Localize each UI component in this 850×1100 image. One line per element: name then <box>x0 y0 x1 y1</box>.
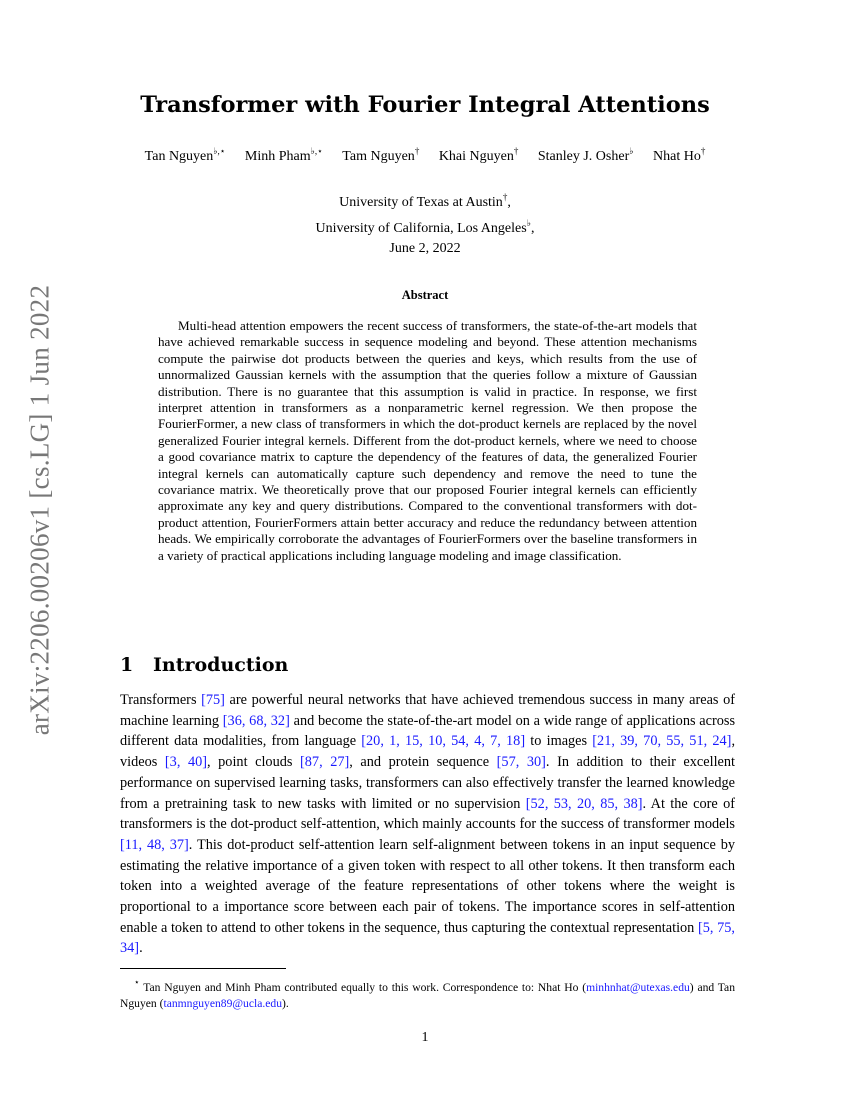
publication-date: June 2, 2022 <box>389 241 461 256</box>
citation-link[interactable]: [11, 48, 37] <box>120 836 189 853</box>
affiliation-ucla: University of California, Los Angeles♭, <box>315 218 535 236</box>
section-title: Introduction <box>153 654 289 676</box>
affiliations <box>0 187 850 259</box>
footnote-rule <box>120 968 286 969</box>
author: Tam Nguyen† <box>342 146 420 164</box>
email-link-tan-nguyen[interactable]: tanmnguyen89@ucla.edu <box>163 997 282 1010</box>
citation-link[interactable]: [75] <box>201 692 225 708</box>
author: Nhat Ho† <box>653 146 706 164</box>
intro-paragraph: Transformers [75] are powerful neural networks that have achieved tremendous success in many areas of machine learning [36, 68, 32] and become the state-of-the-art model on a wide range of applications across different data modalities, from language [20, 1, 15, 10, 54, 4, 7, 18] to images [21, 39, 70, 55, 51, 24], videos [3, 40], point clouds [87, 27], and protein sequence [57, 30]. In addition to their excellent performance on supervised learning tasks, transformers can also effectively transfer the learned knowledge from a pretraining task to new tasks with limited or no supervision [52, 53, 20, 85, 38]. At the core of transformers is the dot-product self-attention, which mainly accounts for the success of transformer models [11, 48, 37]. This dot-product self-attention learn self-alignment between tokens in an input sequence by estimating the relative importance of a given token with respect to all other tokens. It then transform each token into a weighted average of the feature representations of other tokens where the weight is proportional to a importance score between each pair of tokens. The importance scores in self-attention enable a token to attend to other tokens in the sequence, thus capturing the contextual representation [5, 75, 34]. <box>120 692 736 957</box>
citation-link[interactable]: [5, 75, 34] <box>120 919 735 957</box>
abstract-body <box>158 318 697 564</box>
citation-link[interactable]: [20, 1, 15, 10, 54, 4, 7, 18] <box>361 733 526 750</box>
abstract-heading: Abstract <box>401 288 449 302</box>
citation-link[interactable]: [87, 27] <box>300 754 350 771</box>
citation-link[interactable]: [21, 39, 70, 55, 51, 24] <box>592 733 732 750</box>
author-list <box>0 146 850 165</box>
section-heading <box>120 654 288 676</box>
abstract-text: Multi-head attention empowers the recent success of transformers, the state-of-the-art models that have achieved remarkable success in sequence modeling and beyond. These attention mechanisms compute the pairwise dot products between the queries and keys, which results from the use of unnormalized Gaussian kernels with the assumption that the queries follow a mixture of Gaussian distribution. There is no guarantee that this assumption is valid in practice. In response, we first interpret attention in transformers as a nonparametric kernel regression. We then propose the FourierFormer, a new class of transformers in which the dot-product kernels are replaced by the novel generalized Fourier integral kernels. Different from the dot-product kernels, where we need to choose a good covariance matrix to capture the dependency of the features of data, the generalized Fourier integral kernels can automatically capture such dependency and remove the need to tune the covariance matrix. We theoretically prove that our proposed Fourier integral kernels can efficiently approximate any key and query distributions. Compared to the conventional transformers with dot-product attention, FourierFormers attain better accuracy and reduce the redundancy between attention heads. We empirically corroborate the advantages of FourierFormers over the baseline transformers in a variety of practical applications including language modeling and image classification. <box>158 318 697 563</box>
affiliation-ut-austin: University of Texas at Austin†, <box>339 192 511 210</box>
author: Minh Pham♭,⋆ <box>244 146 323 164</box>
citation-link[interactable]: [57, 30] <box>496 754 546 771</box>
arxiv-stamp-text: arXiv:2206.00206v1 [cs.LG] 1 Jun 2022 <box>24 284 55 736</box>
paper-title: Transformer with Fourier Integral Attentions <box>140 92 710 118</box>
author: Tan Nguyen♭,⋆ <box>144 146 226 164</box>
footnote: ⋆ Tan Nguyen and Minh Pham contributed equally to this work. Correspondence to: Nhat Ho (minhnhat@utexas.edu) and Tan Nguyen (tanmnguyen89@ucla.edu). <box>120 977 735 1010</box>
section-number: 1 <box>120 654 134 676</box>
citation-link[interactable]: [36, 68, 32] <box>222 712 290 729</box>
email-link-nhat-ho[interactable]: minhnhat@utexas.edu <box>586 981 690 994</box>
citation-link[interactable]: [52, 53, 20, 85, 38] <box>525 795 643 812</box>
author: Stanley J. Osher♭ <box>537 146 634 164</box>
citation-link[interactable]: [3, 40] <box>164 754 208 771</box>
author: Khai Nguyen† <box>438 146 519 164</box>
page-number: 1 <box>421 1030 429 1045</box>
footnote-mark: ⋆ <box>134 977 140 987</box>
